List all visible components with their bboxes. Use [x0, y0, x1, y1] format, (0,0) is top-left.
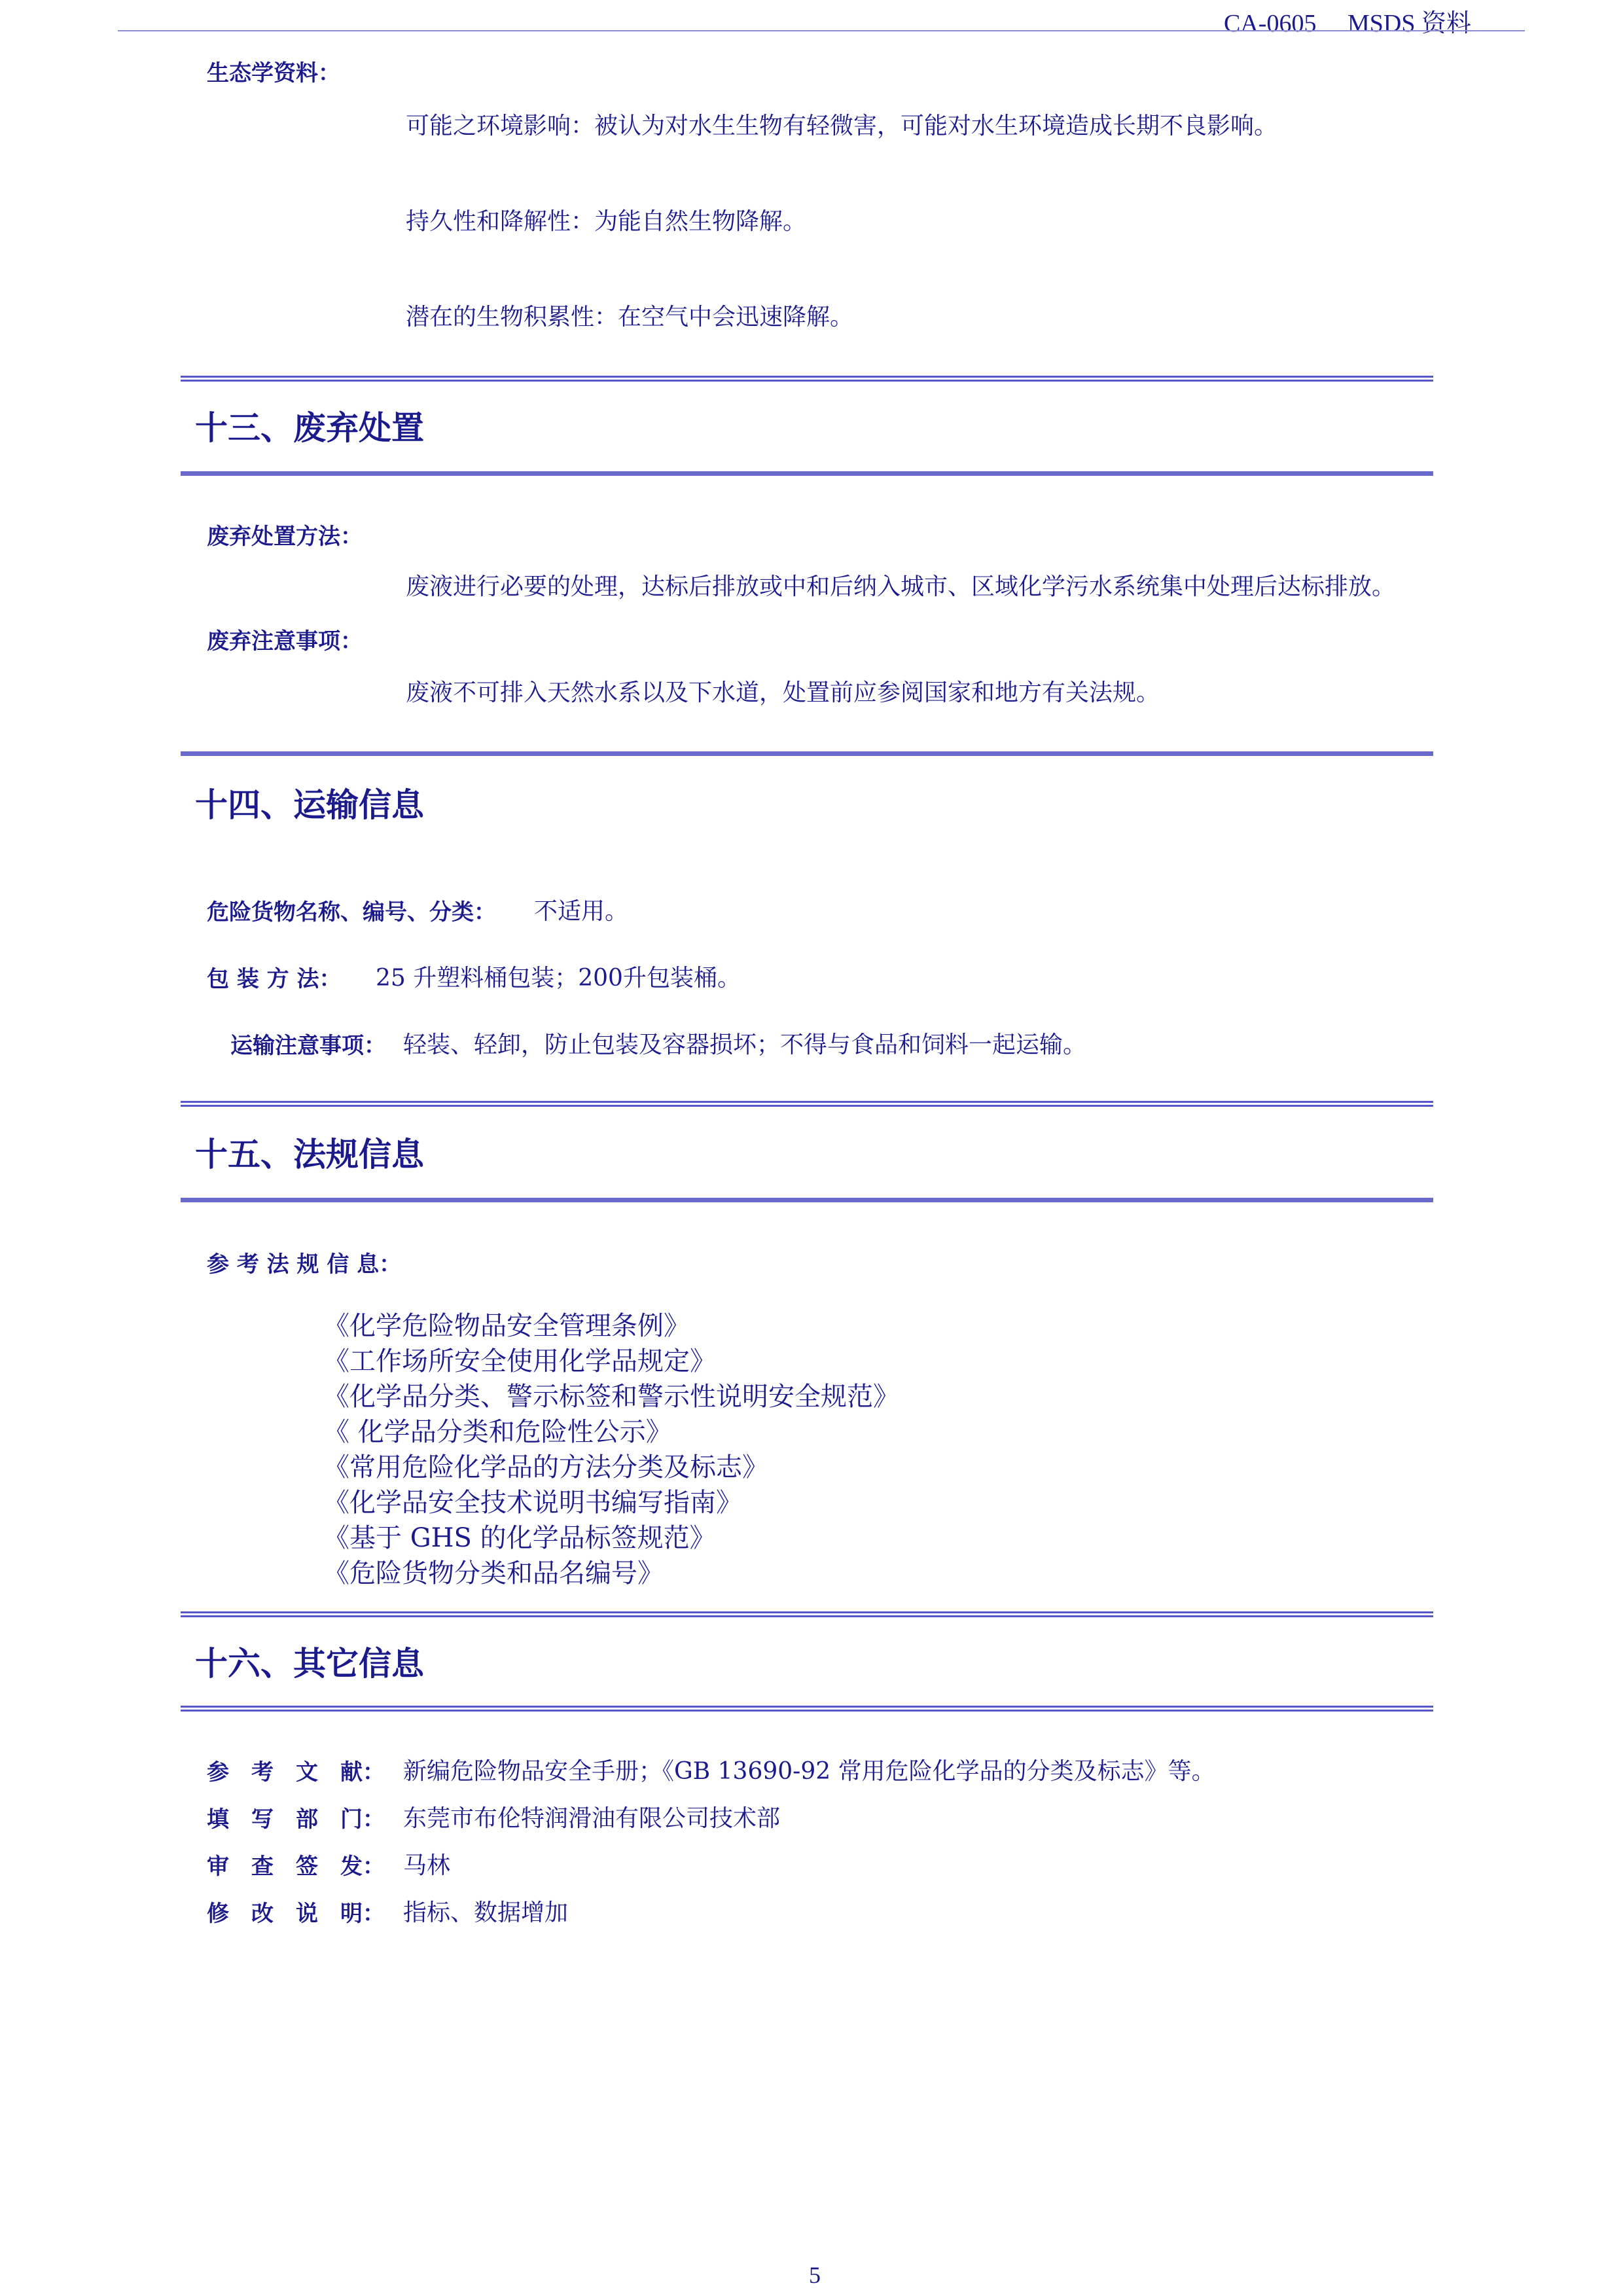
page-number: 5 [809, 2262, 821, 2288]
section-14-top-rule [181, 751, 1433, 756]
section-15-title: 十五、法规信息 [195, 1136, 424, 1174]
section-16-bottom-rule [181, 1706, 1433, 1712]
packing-value: 25 升塑料桶包装；200升包装桶。 [376, 965, 741, 992]
regulations-label: 参 考 法 规 信 息： [207, 1251, 402, 1278]
references-value: 新编危险物品安全手册；《GB 13690-92 常用危险化学品的分类及标志》等。 [403, 1758, 1215, 1785]
ecology-label: 生态学资料： [207, 60, 340, 86]
doc-code: CA-0605 [1224, 10, 1317, 37]
law-item: 《 化学品分类和危险性公示》 [323, 1417, 672, 1447]
section-13-title: 十三、废弃处置 [195, 409, 424, 447]
disposal-notes-text: 废液不可排入天然水系以及下水道，处置前应参阅国家和地方有关法规。 [406, 679, 1160, 706]
transport-notes-label: 运输注意事项： [230, 1033, 386, 1059]
law-item: 《化学品分类、警示标签和警示性说明安全规范》 [323, 1382, 899, 1412]
revision-value: 指标、数据增加 [403, 1899, 569, 1926]
disposal-method-label: 废弃处置方法： [207, 524, 363, 550]
packing-label: 包 装 方 法： [207, 966, 342, 992]
ecology-bioaccumulation: 潜在的生物积累性：在空气中会迅速降解。 [406, 304, 854, 331]
review-value: 马林 [403, 1852, 451, 1879]
section-13-bottom-rule [181, 471, 1433, 476]
disposal-method-text: 废液进行必要的处理，达标后排放或中和后纳入城市、区域化学污水系统集中处理后达标排放。 [406, 573, 1396, 600]
department-value: 东莞市布伦特润滑油有限公司技术部 [403, 1805, 781, 1832]
law-item: 《化学品安全技术说明书编写指南》 [323, 1488, 742, 1518]
section-15-top-rule [181, 1101, 1433, 1107]
law-item: 《工作场所安全使用化学品规定》 [323, 1346, 716, 1376]
ecology-persistence: 持久性和降解性：为能自然生物降解。 [406, 208, 807, 235]
ecology-impact: 可能之环境影响：被认为对水生生物有轻微害，可能对水生环境造成长期不良影响。 [406, 113, 1278, 139]
doc-type: MSDS 资料 [1347, 10, 1471, 37]
law-item: 《基于 GHS 的化学品标签规范》 [323, 1523, 716, 1553]
section-16-top-rule [181, 1611, 1433, 1617]
dangerous-goods-value: 不适用。 [534, 898, 629, 925]
header-rule [118, 30, 1525, 31]
law-item: 《常用危险化学品的方法分类及标志》 [323, 1452, 768, 1482]
dangerous-goods-label: 危险货物名称、编号、分类： [207, 899, 496, 925]
section-13-top-rule [181, 376, 1433, 382]
revision-label: 修 改 说 明： [207, 1901, 385, 1927]
section-14-title: 十四、运输信息 [195, 786, 424, 824]
references-label: 参 考 文 献： [207, 1759, 385, 1785]
law-item: 《危险货物分类和品名编号》 [323, 1558, 664, 1588]
transport-notes-value: 轻装、轻卸，防止包装及容器损坏；不得与食品和饲料一起运输。 [403, 1031, 1087, 1058]
review-label: 审 查 签 发： [207, 1854, 385, 1880]
department-label: 填 写 部 门： [207, 1806, 385, 1833]
disposal-notes-label: 废弃注意事项： [207, 628, 363, 655]
section-16-title: 十六、其它信息 [195, 1645, 424, 1683]
section-15-bottom-rule [181, 1198, 1433, 1202]
page-header [1224, 3, 1471, 39]
law-item: 《化学危险物品安全管理条例》 [323, 1311, 690, 1341]
